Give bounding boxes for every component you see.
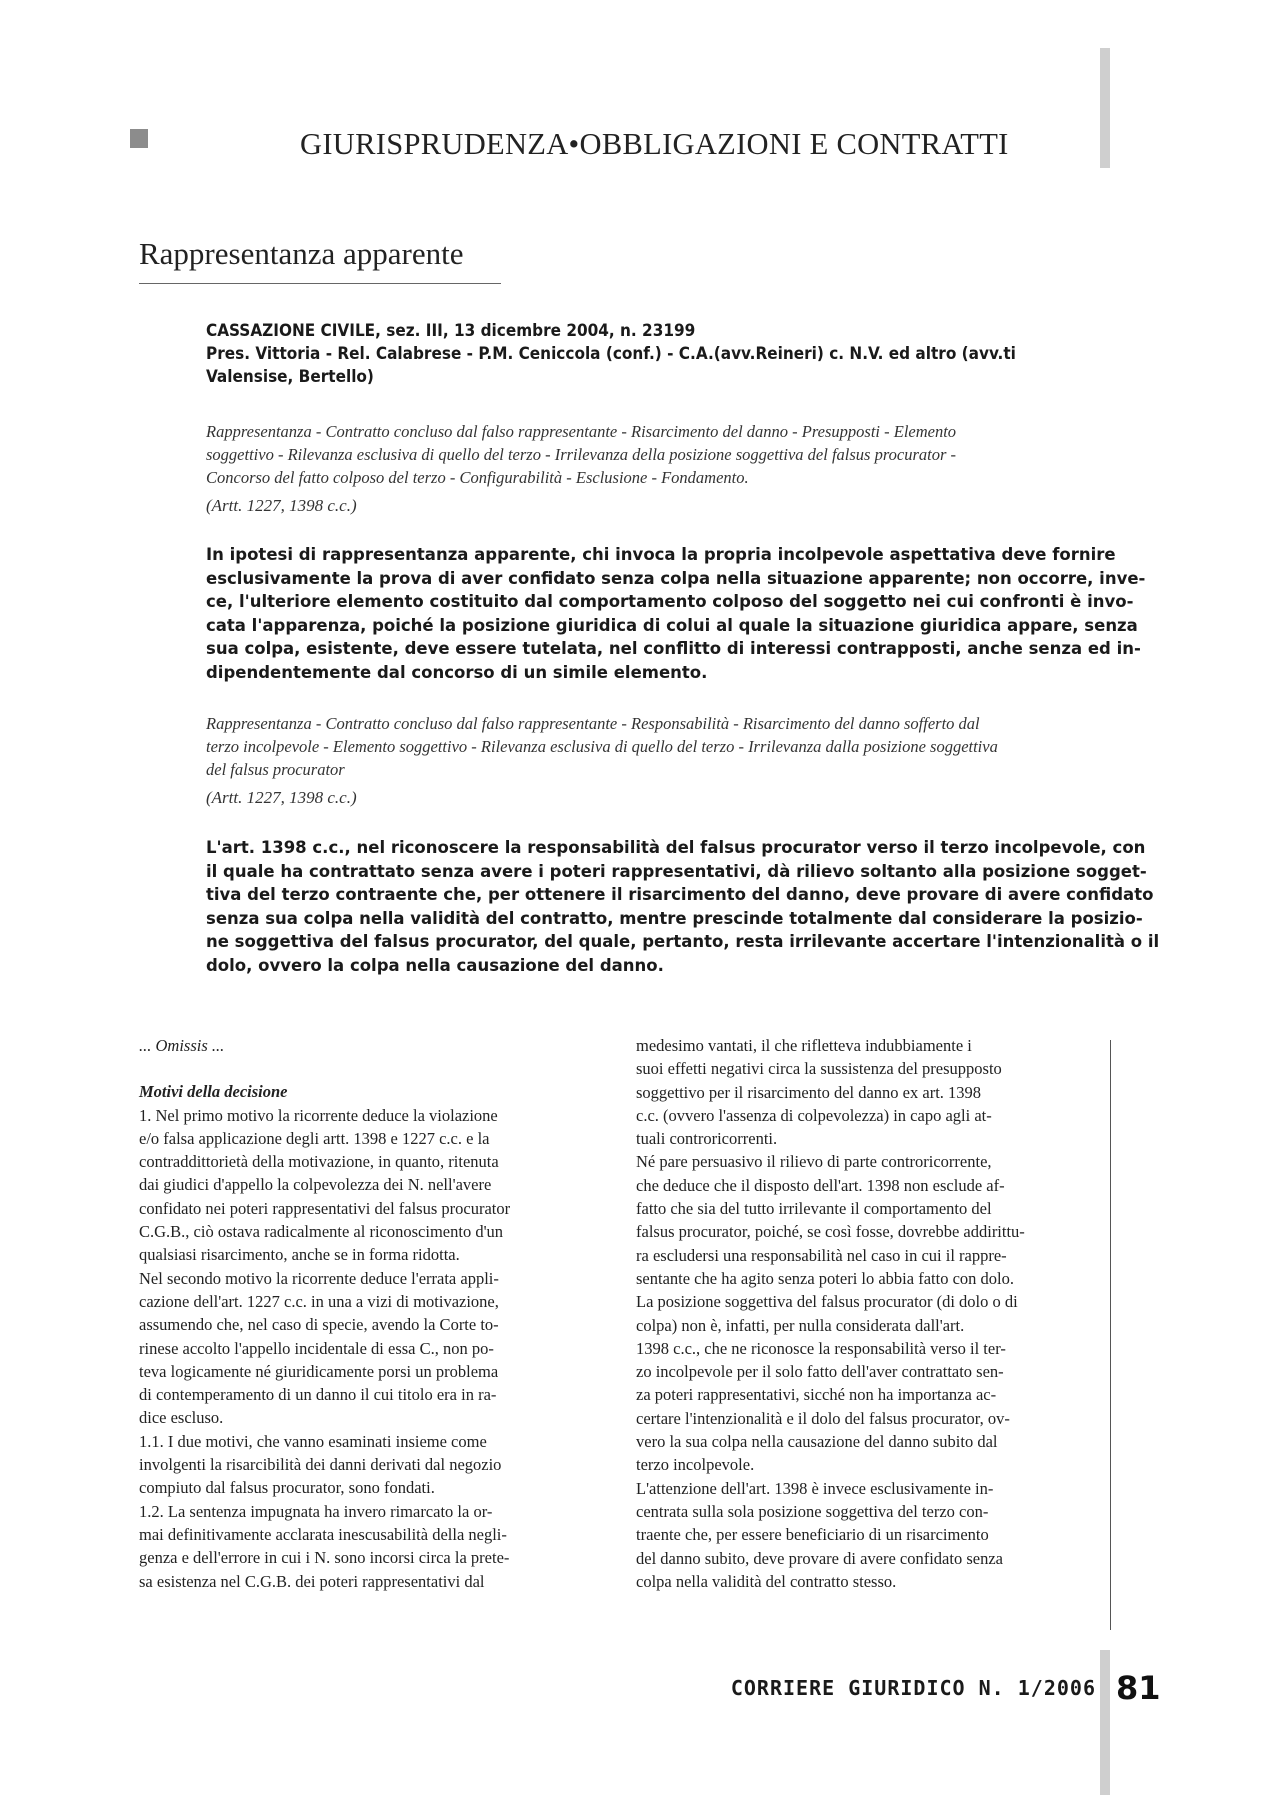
headnote-1 [206,543,1146,684]
body-line: traente che, per essere beneficiario di un risarcimento [636,1525,989,1545]
headnote-line: tiva del terzo contraente che, per ottenere il risarcimento del danno, deve provare di avere confidato [206,885,1154,904]
body-line: L'attenzione dell'art. 1398 è invece esclusivamente in- [636,1478,994,1498]
citation-line: CASSAZIONE CIVILE, sez. III, 13 dicembre 2004, n. 23199 [206,321,696,341]
left-column-text [139,1104,609,1593]
margin-tab-bottom [1100,1650,1110,1795]
section-title: Rappresentanza apparente [139,236,464,271]
citation-line: Valensise, Bertello) [206,367,374,387]
headnote-2 [206,836,1160,977]
body-line: sa esistenza nel C.G.B. dei poteri rappresentativi dal [139,1571,485,1591]
body-line: C.G.B., ciò ostava radicalmente al riconoscimento d'un [139,1222,504,1242]
keywords-line: terzo incolpevole - Elemento soggettivo - Rilevanza esclusiva di quello del terzo - Irrilevanza dalla posizione soggettiva [206,737,998,756]
body-line: del danno subito, deve provare di avere confidato senza [636,1548,1003,1568]
body-line: 1.1. I due motivi, che vanno esaminati insieme come [139,1431,487,1451]
body-line: centrata sulla sola posizione soggettiva del terzo con- [636,1501,989,1521]
running-header: GIURISPRUDENZA•OBBLIGAZIONI E CONTRATTI [300,127,1009,161]
headnote-line: esclusivamente la prova di aver confidato senza colpa nella situazione apparente; non occorre, inve- [206,568,1146,588]
body-line: ra escludersi una responsabilità nel caso in cui il rappre- [636,1245,1007,1265]
body-column-right [636,1034,1106,1593]
column-right-rule [1110,1040,1111,1630]
keywords-line: Rappresentanza - Contratto concluso dal falso rappresentante - Responsabilità - Risarcimento del danno sofferto dal [206,714,980,733]
body-line: Nel secondo motivo la ricorrente deduce l'errata appli- [139,1268,499,1288]
headnote-line: ne soggettiva del falsus procurator, del quale, pertanto, resta irrilevante accertare l'intenzionalità o il [206,932,1160,951]
body-line: di contemperamento di un danno il cui titolo era in ra- [139,1385,497,1405]
margin-tab-top [1100,48,1110,168]
body-line: involgenti la risarcibilità dei danni derivati dal negozio [139,1455,502,1475]
articles-reference-2: (Artt. 1227, 1398 c.c.) [206,788,357,807]
body-line: dai giudici d'appello la colpevolezza dei N. nell'avere [139,1175,492,1195]
body-line: Né pare persuasivo il rilievo di parte controricorrente, [636,1152,992,1172]
headnote-line: sua colpa, esistente, deve essere tutelata, nel conflitto di interessi contrapposti, anche senza ed in- [206,639,1141,658]
body-line: assumendo che, nel caso di specie, avendo la Corte to- [139,1315,499,1335]
page-number: 81 [1116,1669,1161,1707]
body-line: certare l'intenzionalità e il dolo del falsus procurator, ov- [636,1408,1010,1428]
body-line: colpa nella validità del contratto stesso. [636,1571,897,1591]
body-line: che deduce che il disposto dell'art. 1398 non esclude af- [636,1175,1005,1195]
section-title-underline [139,283,501,284]
body-line: La posizione soggettiva del falsus procurator (di dolo o di [636,1292,1018,1312]
body-line: mai definitivamente acclarata inescusabilità della negli- [139,1524,507,1544]
articles-reference-1: (Artt. 1227, 1398 c.c.) [206,496,357,515]
body-line: colpa) non è, infatti, per nulla considerata dall'art. [636,1315,965,1335]
body-line: 1.2. La sentenza impugnata ha invero rimarcato la or- [139,1501,493,1521]
body-line: genza e dell'errore in cui i N. sono incorsi circa la prete- [139,1548,510,1568]
keywords-line: del falsus procurator [206,760,345,779]
body-line: qualsiasi risarcimento, anche se in forma ridotta. [139,1245,460,1265]
keywords-line: Concorso del fatto colposo del terzo - Configurabilità - Esclusione - Fondamento. [206,468,749,487]
body-line: tuali controricorrenti. [636,1129,778,1149]
keywords-line: Rappresentanza - Contratto concluso dal falso rappresentante - Risarcimento del danno - Presupposti - Elemento [206,422,957,441]
headnote-line: ce, l'ulteriore elemento costituito dal comportamento colposo del soggetto nei cui confronti è invo- [206,592,1134,611]
body-line: za poteri rappresentativi, sicché non ha importanza ac- [636,1385,997,1405]
headnote-line: dipendentemente dal concorso di un simile elemento. [206,662,708,682]
body-line: confidato nei poteri rappresentativi del falsus procurator [139,1198,511,1218]
header-square-mark [130,129,148,148]
body-line: rinese accolto l'appello incidentale di essa C., non po- [139,1338,494,1358]
body-line: suoi effetti negativi circa la sussistenza del presupposto [636,1059,1002,1079]
body-line: 1. Nel primo motivo la ricorrente deduce la violazione [139,1105,498,1125]
body-line: medesimo vantati, il che rifletteva indubbiamente i [636,1036,972,1055]
body-line: cazione dell'art. 1227 c.c. in una a vizi di motivazione, [139,1291,499,1311]
body-line: terzo incolpevole. [636,1455,755,1475]
body-line: c.c. (ovvero l'assenza di colpevolezza) in capo agli at- [636,1105,992,1125]
body-line: contraddittorietà della motivazione, in quanto, ritenuta [139,1152,499,1172]
headnote-line: cata l'apparenza, poiché la posizione giuridica di colui al quale la situazione giuridica appare, senza [206,615,1138,635]
body-line: falsus procurator, poiché, se così fosse, dovrebbe addirittu- [636,1222,1025,1242]
body-line: teva logicamente né giuridicamente porsi un problema [139,1361,499,1381]
body-line: 1398 c.c., che ne riconosce la responsabilità verso il ter- [636,1338,1006,1358]
headnote-line: senza sua colpa nella validità del contratto, mentre prescinde totalmente dal considerare la posizio- [206,908,1143,928]
case-citation [206,320,1086,389]
body-line: fatto che sia del tutto irrilevante il comportamento del [636,1199,992,1219]
headnote-line: dolo, ovvero la colpa nella causazione del danno. [206,955,664,975]
keywords-line: soggettivo - Rilevanza esclusiva di quello del terzo - Irrilevanza della posizione soggettiva del falsus procurator - [206,445,957,464]
omissis-marker: ... Omissis ... [139,1036,225,1055]
body-line: zo incolpevole per il solo fatto dell'aver contrattato sen- [636,1362,1004,1382]
body-line: compiuto dal falsus procurator, sono fondati. [139,1478,435,1498]
footer-journal-name: CORRIERE GIURIDICO N. 1/2006 [730,1676,1096,1700]
motivi-heading: Motivi della decisione [139,1082,288,1102]
body-column-left [139,1034,609,1593]
body-line: dice escluso. [139,1408,224,1428]
headnote-line: In ipotesi di rappresentanza apparente, chi invoca la propria incolpevole aspettativa deve fornire [206,545,1116,564]
body-line: vero la sua colpa nella causazione del danno subito dal [636,1432,998,1452]
headnote-line: L'art. 1398 c.c., nel riconoscere la responsabilità del falsus procurator verso il terzo incolpevole, con [206,838,1146,857]
citation-line: Pres. Vittoria - Rel. Calabrese - P.M. Ceniccola (conf.) - C.A.(avv.Reineri) c. N.V. ed altro (avv.ti [206,344,1016,364]
right-column-text [636,1034,1106,1593]
keywords-block-2 [206,712,1086,781]
body-line: e/o falsa applicazione degli artt. 1398 e 1227 c.c. e la [139,1128,490,1148]
headnote-line: il quale ha contrattato senza avere i poteri rappresentativi, dà rilievo soltanto alla posizione sogget- [206,861,1147,881]
keywords-block-1 [206,420,1086,489]
body-line: soggettivo per il risarcimento del danno ex art. 1398 [636,1082,982,1102]
body-line: sentante che ha agito senza poteri lo abbia fatto con dolo. [636,1268,1014,1288]
